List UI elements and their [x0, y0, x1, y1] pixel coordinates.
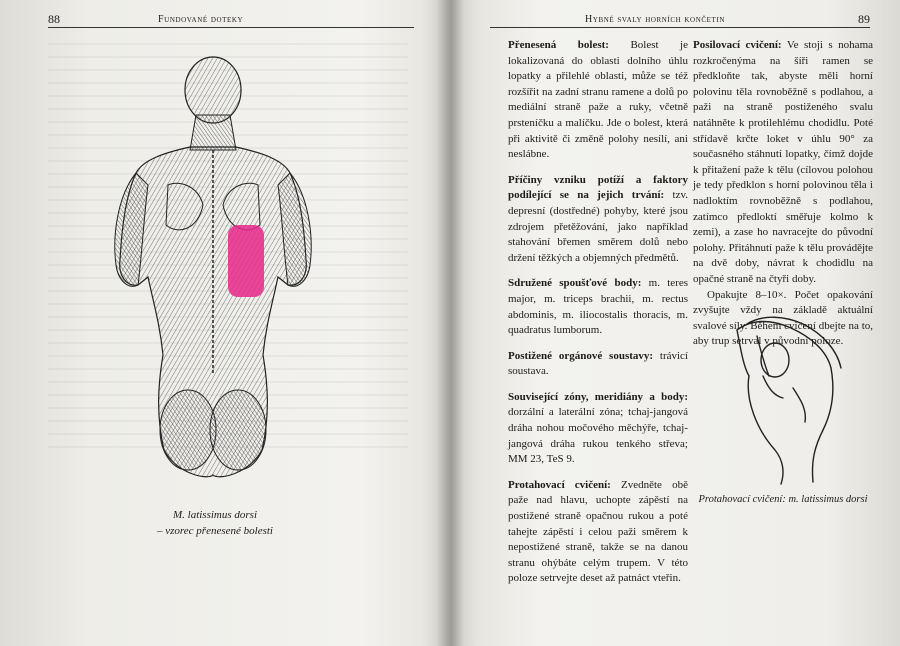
caption-line-1: M. latissimus dorsi	[172, 509, 258, 521]
section-text: Ve stoji s nohama rozkročenýma na šíři ramen se předkloňte tak, abyste měli horní polovinu těla rovnoběžně s podlahou, a paži na straně postiženého svalu natáhněte k protilehlému chodidlu. Poté střídavě krčte loket v úhlu 90° za současného stáhnutí lopatky, čímž dojde k přitažení paže k tělu (cílovou polohou je tedy předklon s horní polovinou těla i nadloktím rovnoběžně s podlahou, zatímco předloktí směřuje kolmo k zemi), a zase ho navracejte do původní polohy. Přitáhnutí paže k tělu provádějte na dvě doby, návrat k chodidlu na opačné straně na čtyři doby.	[693, 39, 874, 285]
caption-line-2: – vzorec přenesené bolesti	[157, 525, 273, 537]
section-title: Související zóny, meridiány a body:	[508, 390, 688, 403]
right-running-header	[490, 12, 870, 28]
right-page-number: 89	[858, 12, 870, 26]
section-strengthening	[693, 38, 873, 288]
section-title: Postižené orgánové soustavy:	[508, 349, 654, 362]
stretch-exercise-illustration	[723, 310, 863, 490]
section-trigger-points	[508, 276, 688, 338]
section-causes	[508, 173, 688, 267]
right-running-head: Hybné svaly horních končetin	[585, 14, 725, 25]
section-text: Zvedněte obě paže nad hlavu, uchopte zápěstí na postižené straně opačnou rukou a poté tahejte zápěstí i celou paži směrem k nepostižené straně, takže se na danou stranu ohýbáte celým trupem. V této poloze setrvejte deset až patnáct vteřin.	[508, 478, 688, 585]
left-page-number: 88	[48, 12, 60, 26]
repeat-instructions: Opakujte 8–10×. Počet opakování zvyšujte vždy na základě aktuální svalové síly. Během cvičení dbejte na to, aby trup setrval v původní poloze.	[693, 288, 873, 348]
section-title: Protahovací cvičení:	[508, 478, 611, 491]
figure-caption	[120, 507, 310, 539]
section-text: dorzální a laterální zóna; tchaj-jangová dráha nohou močového měchýře, tchaj-jangová dráha rukou tenkého střeva; MM 23, TeS 9.	[508, 406, 688, 466]
stretch-caption: Protahovací cvičení: m. latissimus dorsi	[698, 494, 868, 505]
back-muscles-illustration	[108, 55, 318, 499]
section-title: Sdružené spoušťové body:	[508, 277, 642, 290]
section-zones-meridians	[508, 390, 688, 468]
left-running-header	[48, 12, 414, 28]
right-header-rule	[490, 27, 870, 28]
section-title: Příčiny vzniku potíží a faktory podílející se na jejich trvání:	[508, 173, 688, 202]
left-running-head: Fundované doteky	[158, 14, 244, 25]
section-text: m. teres major, m. triceps brachii, m. rectus abdominis, m. iliocostalis thoracis, m. quadratus lumborum.	[508, 277, 689, 337]
left-header-rule	[48, 27, 414, 28]
section-referred-pain	[508, 38, 688, 163]
section-title: Posilovací cvičení:	[693, 39, 782, 51]
left-text-column	[508, 38, 688, 597]
section-organ-systems	[508, 349, 688, 380]
section-text: Bolest je lokalizovaná do oblasti dolního úhlu lopatky a přilehlé oblasti, může se též rozšířit na zadní stranu ramene a dolů po mediální straně paže a ruky, včetně prsteníčku a malíčku. Jde o bolest, která při aktivitě či změně polohy nesílí, ani neslábne.	[508, 39, 688, 161]
pain-zone-highlight	[228, 225, 264, 297]
section-stretching	[508, 478, 688, 587]
right-page	[453, 0, 900, 646]
section-text: trávicí soustava.	[508, 349, 688, 378]
left-page	[0, 0, 447, 646]
section-text: tzv. depresní (dostředné) pohyby, které jsou zdrojem přetěžování, jako například stahování břemen směrem dolů nebo držení těžkých a objemných předmětů.	[508, 189, 688, 264]
section-title: Přenesená bolest:	[508, 39, 609, 51]
